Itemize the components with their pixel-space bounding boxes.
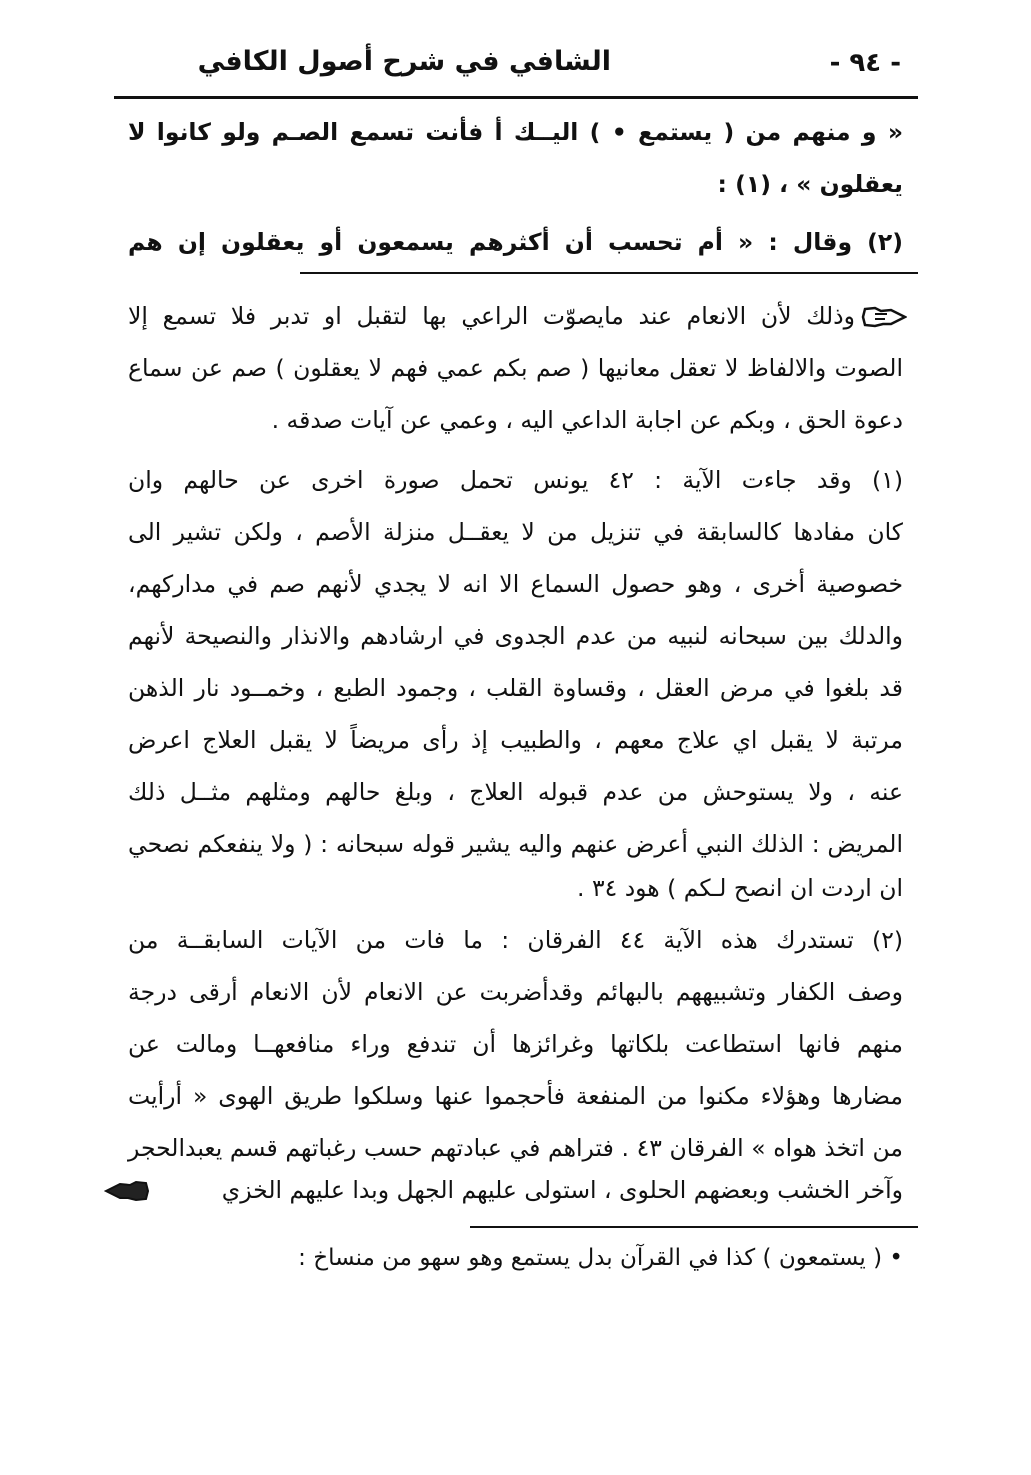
note1-line: خصوصية أخرى ، وهو حصول السماع الا انه لا يجدي لأنهم صم في مداركهم،	[128, 570, 903, 598]
footnote-rule	[470, 1226, 918, 1228]
verse-line: (٢) وقال : « أم تحسب أن أكثرهم يسمعون أو يعقلون إن هم	[128, 228, 903, 256]
footnote: • ( يستمعون ) كذا في القرآن بدل يستمع وهو سهو من منساخ :	[298, 1245, 903, 1271]
note2-line: وصف الكفار وتشبيههم بالبهائم وقدأضربت عن الانعام لأن الانعام أرقى درجة	[128, 978, 903, 1006]
note1-line: مرتبة لا يقبل اي علاج معهم ، والطبيب إذ رأى مريضاً لا يقبل العلاج اعرض	[128, 726, 903, 754]
note1-line: والدلك بين سبحانه لنبيه من عدم الجدوى في ارشادهم والانذار والنصيحة لأنهم	[128, 622, 903, 650]
note1-line: (١) وقد جاءت الآية : ٤٢ يونس تحمل صورة اخرى عن حالهم وان	[128, 466, 903, 494]
note2-line: مضارها وهؤلاء مكنوا من المنفعة فأحجموا عنها وسلكوا طريق الهوى « أرأيت	[128, 1082, 903, 1110]
verse-line: يعقلون » ، (١) :	[717, 170, 903, 198]
pointing-hand-icon	[104, 1180, 150, 1202]
pointing-hand-icon	[861, 306, 907, 328]
note2-line: وآخر الخشب وبعضهم الحلوى ، استولى عليهم الجهل وبدا عليهم الخزي	[221, 1176, 903, 1204]
page-number: - ٩٤ -	[829, 48, 901, 78]
note1-line: المريض : الذلك النبي أعرض عنهم واليه يشير قوله سبحانه : ( ولا ينفعكم نصحي	[128, 830, 903, 858]
note1-line: قد بلغوا في مرض العقل ، وقساوة القلب ، وجمود الطبع ، وخمــود نار الذهن	[128, 674, 903, 702]
verse-line: « و منهم من ( يستمع • ) اليــك أ فأنت تسمع الصـم ولو كانوا لا	[128, 118, 903, 146]
header-rule	[114, 96, 918, 99]
running-title: الشافي في شرح أصول الكافي	[197, 46, 611, 77]
verse-rule	[300, 272, 918, 274]
note2-line: منهم فانها استطاعت بلكاتها وغرائزها أن تندفع وراء منافعهــا ومالت عن	[128, 1030, 903, 1058]
commentary-line: الصوت والالفاظ لا تعقل معانيها ( صم بكم عمي فهم لا يعقلون ) صم عن سماع	[128, 354, 903, 382]
note1-line: عنه ، ولا يستوحش من عدم قبوله العلاج ، وبلغ حالهم ومثلهم مثــل ذلك	[128, 778, 903, 806]
page-header	[120, 42, 901, 90]
commentary-line: وذلك لأن الانعام عند مايصوّت الراعي بها لتقبل او تدبر فلا تسمع إلا	[128, 302, 855, 330]
note2-line: (٢) تستدرك هذه الآية ٤٤ الفرقان : ما فات من الآيات السابقــة من	[128, 926, 903, 954]
note2-line: من اتخذ هواه » الفرقان ٤٣ . فتراهم في عبادتهم حسب رغباتهم قسم يعبدالحجر	[128, 1134, 903, 1162]
commentary-line: دعوة الحق ، وبكم عن اجابة الداعي اليه ، وعمي عن آيات صدقه .	[271, 406, 903, 434]
note1-line: كان مفادها كالسابقة في تنزيل من لا يعقــل منزلة الأصم ، ولكن تشير الى	[128, 518, 903, 546]
note1-line: ان اردت ان انصح لـكم ) هود ٣٤ .	[577, 874, 903, 902]
